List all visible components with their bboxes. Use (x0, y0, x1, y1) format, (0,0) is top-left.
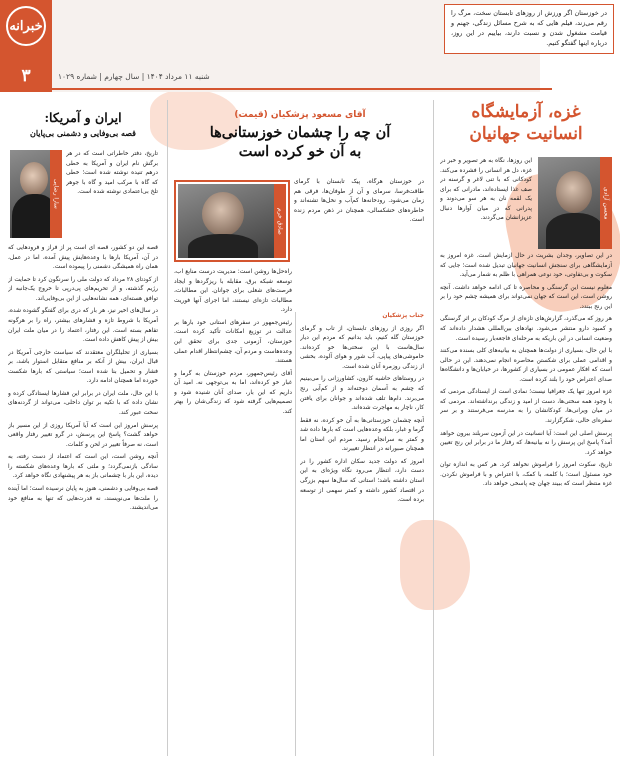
author-face (556, 171, 592, 213)
paragraph: آنچه چشمان خوزستانی‌ها به آن خو کرده، نه فقط گرما و غبار، بلکه وعده‌هایی است که بارها داده شد و کمتر به سرانجام رسید. مردم این استان اما همچنان صبورانه در انتظار تغییرند. (300, 417, 424, 453)
paragraph: تاریخ، دفتر خاطراتی است که در هر برگش نام ایران و آمریکا به خطی درهم تنیده نوشته شده است؛ خطی که گاه با مرکب امید و گاه با جوهر تلخ بی‌اعتمادی نوشته شده است. (66, 151, 158, 196)
paragraph: در این تصاویر، وجدان بشریت در حال آزمایش است. غزه امروز به آزمایشگاهی برای سنجش انسانیت جهانیان تبدیل شده است؛ جایی که سکوت و بی‌تفاوتی، خود نوعی همراهی با ظلم به شمار می‌آید. (440, 253, 612, 279)
article-title-line2: به آن خو کرده است (238, 143, 362, 160)
column-divider (167, 100, 168, 756)
paragraph: راه‌حل‌ها روشن است: مدیریت درست منابع آب، توسعه شبکه برق، مقابله با ریزگردها و ایجاد فرصت‌های شغلی برای جوانان. این مطالبات، مطالبات تازه‌ای نیستند، اما اجرای آنها فوریت دارد. (174, 269, 292, 314)
lead-paragraph: در خوزستان هرگاه، پیک تابستان با گرمای طاقت‌فرسا، سرمای و آن از طوفان‌ها، فرقی هم زمان می‌شود. رودخانه‌ها کم‌آب و نخل‌ها تشنه‌اند و خاطره‌های خشکسالی، همچنان در ذهن مردم زنده است. (294, 179, 424, 224)
author-photo (538, 157, 612, 249)
paragraph: از کودتای ۲۸ مرداد که دولت ملی را سرنگون کرد تا حمایت از رژیم گذشته، و از تحریم‌های پی‌درپی تا خروج یک‌جانبه از توافق هسته‌ای، همه نشانه‌هایی از این بی‌وفایی‌اند. (8, 276, 158, 302)
column-divider (433, 100, 434, 756)
paragraph: این روزها، نگاه به هر تصویر و خبر در غزه، دل هر انسانی را فشرده می‌کند. کودکانی که با تنی لاغر و گرسنه در صف غذا ایستاده‌اند، مادرانی که برای یک لقمه نان به هر سو می‌دوند و پدرانی که در میان آوارها دنبال عزیزانشان می‌گردند. (440, 158, 532, 222)
page-number: ۳ (21, 66, 31, 85)
author-photo (178, 184, 286, 258)
paragraph: رئیس‌جمهور در سفرهای استانی خود بارها بر عدالت در توزیع امکانات تأکید کرده است. خوزستان، آزمونی جدی برای تحقق این وعده‌هاست و مردم آن، چشم‌انتظار اقدام عملی هستند. (174, 319, 292, 365)
paragraph: بسیاری از تحلیلگران معتقدند که سیاست خارجی آمریکا در قبال ایران، بیش از آنکه بر منافع متقابل استوار باشد، بر فشار و تحمیل بنا شده است؛ سیاستی که بارها شکست خورده اما همچنان ادامه دارد. (8, 349, 158, 385)
paragraph: غزه امروز تنها یک جغرافیا نیست؛ نمادی است از ایستادگی مردمی که با وجود همه سختی‌ها، دست از امید و زندگی برنداشته‌اند. مردمی که در میان ویرانی‌ها، کودکانشان را به مدرسه می‌فرستند و بر سر سفره‌ای خالی، شکرگزارند. (440, 389, 612, 424)
intro-box: در خوزستان اگر ورزش از روزهای تابستان سخت، مرگ را رقم می‌زند، فیلم هایی که به شرح مسائل زندگی، جهنم و قیامت مشغول شدن و نسبت دارند، بیاییم در این روز، درباره اینها گفتگو کنیم. (444, 4, 614, 54)
paragraph: با این حال، ملت ایران در برابر این فشارها ایستادگی کرده و نشان داده که با تکیه بر توان داخلی، می‌تواند از گردنه‌های سخت عبور کند. (8, 390, 158, 416)
author-name: سارا رضایی (50, 150, 62, 238)
column-divider (295, 312, 296, 756)
paragraph: معلوم نیست این گرسنگی و محاصره تا کی ادامه خواهد داشت. آنچه روشن است، این است که جهان نمی‌تواند برای همیشه چشم خود را بر این رنج ببندد. (440, 284, 612, 310)
logo (0, 0, 52, 92)
page-header (0, 0, 620, 92)
logo-seal: خبرانه (6, 6, 46, 46)
author-name: صادق خرم (274, 184, 286, 258)
author-suit (546, 213, 604, 249)
paragraph: پرسش اصلی این است: آیا انسانیت در این آزمون سربلند بیرون خواهد آمد؟ پاسخ این پرسش را نه بیانیه‌ها، که رفتار ما در برابر این رنج تعیین خواهد کرد. (440, 430, 612, 456)
article-body (300, 312, 424, 757)
article-kicker: آقای مسعود پزشکیان (قیمت) (234, 110, 366, 120)
article-lead (294, 178, 424, 306)
article-body (440, 157, 532, 249)
author-name: محسن آزادی (600, 157, 612, 249)
paragraph: اگر روزی از روزهای تابستان، از تاب و گرمای خوزستان گله کنیم، باید بدانیم که مردم این دیار سال‌هاست با این سختی‌ها خو کرده‌اند. خاموشی‌های پیاپی، آب شور و هوای آلوده، بخشی از زندگی روزمره آنان شده است. (300, 325, 424, 370)
article-title-line1: ایران و آمریکا: (44, 110, 122, 125)
author-face (202, 192, 244, 236)
issue-line: شنبه ۱۱ مرداد ۱۴۰۴ | سال چهارم | شماره ۱۰۲۹ (58, 72, 210, 81)
article-title-line1: آن چه را چشمان خوزستانی‌ها (209, 124, 391, 141)
article-body (440, 252, 612, 757)
paragraph: امروز که دولت جدید سکان اداره کشور را در دست دارد، انتظار می‌رود نگاه ویژه‌ای به این استان داشته باشد؛ استانی که سال‌ها سهم بزرگی در اقتصاد کشور داشته و کمتر سهمی از توسعه برده است. (300, 458, 424, 504)
article-body (8, 244, 158, 757)
subhead: جناب پزشکیان (382, 313, 424, 319)
article-title-line2: انسانیت جهانیان (469, 124, 583, 144)
article-body (174, 268, 292, 757)
author-photo (10, 150, 62, 238)
article-title-line1: غزه، آزمایشگاه (471, 102, 581, 122)
header-rule (52, 88, 552, 90)
article-title-line2: قصه بی‌وفایی و دشمنی بی‌پایان (29, 128, 137, 138)
paragraph: قصه بی‌وفایی و دشمنی، هنوز به پایان نرسیده است؛ اما آینده را ملت‌ها می‌نویسند، نه قدرت‌هایی که تنها به منافع خود می‌اندیشند. (8, 485, 158, 512)
paragraph: قصه این دو کشور، قصه ای است پر از فراز و فرودهایی که در آن، آمریکا بارها با وعده‌هایش پیش آمده، اما در عمل، همان راه همیشگی دشمنی را پیموده است. (8, 245, 158, 271)
paragraph: در روستاهای حاشیه کارون، کشاورزانی را می‌بینیم که چشم به آسمان دوخته‌اند و از کم‌آبی رنج می‌برند. دام‌ها تلف شده‌اند و جوانان برای یافتن کار، ناچار به مهاجرت شده‌اند. (300, 376, 424, 412)
paragraph: آنچه روشن است، این است که اعتماد از دست رفته، به سادگی بازنمی‌گردد؛ و ملتی که بارها وعده‌های شکسته را دیده، این بار با چشمانی باز به هر پیشنهادی نگاه خواهد کرد. (8, 454, 158, 480)
paragraph: تاریخ، سکوت امروز را فراموش نخواهد کرد. هر کس به اندازه توان خود مسئول است؛ با کلمه، با کمک، با اعتراض و با فراموش نکردن. غزه منتظر است که ببیند جهان چه پاسخی خواهد داد. (440, 462, 612, 488)
paragraph: هر روز که می‌گذرد، گزارش‌های تازه‌ای از مرگ کودکان بر اثر گرسنگی و کمبود دارو منتشر می‌شود. نهادهای بین‌المللی هشدار داده‌اند که وضعیت انسانی در این باریکه به مرحله‌ای فاجعه‌بار رسیده است. (440, 316, 612, 342)
author-suit (188, 234, 258, 258)
paragraph: آقای رئیس‌جمهور، مردم خوزستان به گرما و غبار خو کرده‌اند، اما به بی‌توجهی نه. امید آن داریم که این بار، صدای آنان شنیده شود و تصمیم‌هایی گرفته شود که زندگی‌شان را بهتر کند. (174, 370, 292, 415)
paragraph: در سال‌های اخیر نیز، هر بار که دری برای گفتگو گشوده شده، آمریکا با شروط تازه و فشارهای بیشتر، راه را بر هرگونه تفاهم بسته است. این رفتار، اعتماد را در میان ملت ایران بیش از پیش کاهش داده است. (8, 308, 158, 344)
paragraph: پرسش امروز این است که آیا آمریکا روزی از این مسیر باز خواهد گشت؟ پاسخ این پرسش، در گرو تغییر رفتار واقعی است، نه صرفاً تغییر در لحن و کلمات. (8, 422, 158, 448)
paragraph: با این حال، بسیاری از دولت‌ها همچنان به بیانیه‌های کلی بسنده می‌کنند و اقدامی عملی برای شکستن محاصره انجام نمی‌دهند. این در حالی است که افکار عمومی در بسیاری از کشورها، در خیابان‌ها و دانشگاه‌ها صدای اعتراض خود را بلند کرده است. (440, 348, 612, 383)
author-face (20, 162, 48, 196)
article-body (66, 150, 158, 242)
